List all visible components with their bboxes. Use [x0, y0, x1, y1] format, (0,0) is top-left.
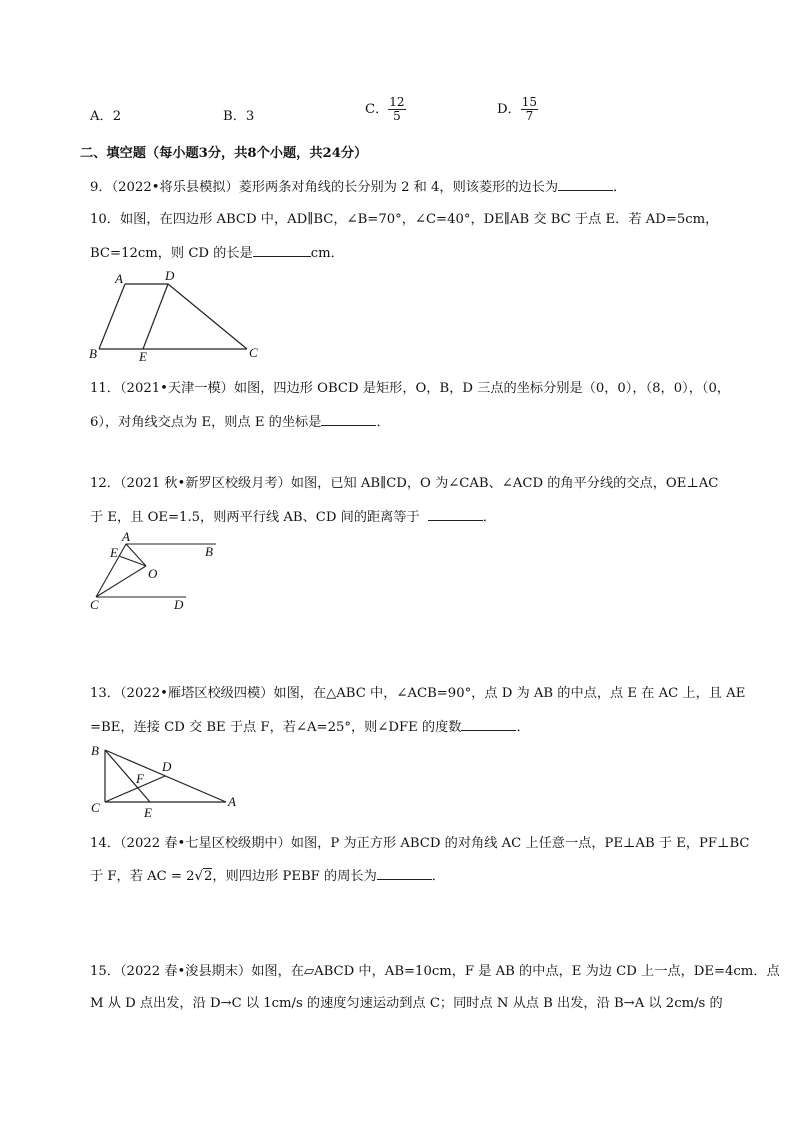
segment-dc	[168, 284, 247, 349]
option-d-fraction	[521, 96, 538, 123]
question-9	[90, 177, 626, 197]
question-10-line1: 10．如图，在四边形 ABCD 中，AD∥BC，∠B=70°，∠C=40°，DE∥AB 交 BC 于点 E．若 AD=5cm，	[90, 212, 719, 227]
q12-figure	[88, 530, 238, 610]
question-12-line2	[90, 507, 496, 527]
option-c	[365, 96, 406, 123]
option-c-denominator: 5	[393, 109, 401, 123]
question-13-line2	[90, 717, 530, 737]
question-14-line2	[90, 866, 445, 886]
section-heading: 二、填空题（每小题3分，共8个小题，共24分）	[80, 146, 368, 161]
label-a: A	[115, 271, 123, 286]
segment-de	[143, 284, 168, 349]
option-c-fraction	[388, 96, 405, 123]
answer-blank[interactable]	[253, 243, 311, 257]
segment-ab	[99, 284, 125, 349]
question-14-line1: 14．（2022 春•七星区校级期中）如图，P 为正方形 ABCD 的对角线 AC 上任意一点，PE⊥AB 于 E，PF⊥BC	[90, 836, 750, 851]
sqrt-symbol: √2	[194, 869, 213, 884]
q14-line2-text-b: ，则四边形 PEBF 的周长为	[212, 869, 377, 884]
label-c: C	[91, 800, 100, 815]
question-11-line1: 11．（2021•天津一模）如图，四边形 OBCD 是矩形，O，B，D 三点的坐标分别是（0，0），（8，0），（0，	[90, 381, 731, 396]
question-13-line1: 13．（2022•雁塔区校级四模）如图，在△ABC 中，∠ACB=90°，点 D 为 AB 的中点，点 E 在 AC 上，且 AE	[90, 686, 746, 701]
q14-end: ．	[431, 869, 445, 884]
option-c-prefix: C．	[365, 102, 389, 117]
label-d: D	[174, 597, 184, 612]
option-d-denominator: 7	[525, 109, 534, 123]
question-11-line2	[90, 412, 390, 432]
label-e: E	[139, 349, 147, 364]
label-d: D	[162, 759, 172, 774]
answer-blank[interactable]	[321, 412, 376, 426]
label-a: A	[228, 794, 236, 809]
q11-end: ．	[376, 415, 390, 430]
label-o: O	[148, 566, 158, 581]
q12-end: ．	[482, 510, 496, 525]
answer-blank[interactable]	[558, 177, 613, 191]
label-b: B	[91, 743, 99, 758]
label-c: C	[249, 345, 258, 360]
q13-line2-text: =BE，连接 CD 交 BE 于点 F，若∠A=25°，则∠DFE 的度数	[90, 720, 462, 735]
answer-blank[interactable]	[461, 717, 516, 731]
label-e: E	[110, 545, 118, 560]
q11-line2-text: 6），对角线交点为 E，则点 E 的坐标是	[90, 415, 322, 430]
label-b: B	[205, 544, 213, 559]
option-d	[497, 96, 538, 123]
option-a: A．2	[90, 109, 122, 124]
label-e: E	[144, 805, 152, 820]
q12-line2-text: 于 E，且 OE=1.5，则两平行线 AB、CD 间的距离等于	[90, 510, 420, 525]
q10-unit: cm．	[310, 246, 344, 261]
option-d-prefix: D．	[497, 102, 521, 117]
question-15-line1: 15．（2022 春•浚县期末）如图，在▱ABCD 中，AB=10cm，F 是 AB 的中点，E 为边 CD 上一点，DE=4cm．点	[90, 964, 780, 979]
label-c: C	[90, 597, 99, 612]
q9-end: ．	[613, 180, 627, 195]
q10-line2-text: BC=12cm，则 CD 的长是	[90, 246, 253, 261]
label-f: F	[136, 771, 144, 786]
option-c-numerator: 12	[389, 95, 405, 109]
q14-line2-text: 于 F，若 AC = 2	[90, 869, 195, 884]
question-15-line2: M 从 D 点出发，沿 D→C 以 1cm/s 的速度匀速运动到点 C；同时点 N 从点 B 出发，沿 B→A 以 2cm/s 的	[90, 996, 723, 1011]
sqrt-radicand: 2	[203, 869, 213, 884]
q9-text: 9．（2022•将乐县模拟）菱形两条对角线的长分别为 2 和 4，则该菱形的边长为	[90, 180, 559, 195]
label-b: B	[89, 346, 97, 361]
option-b: B．3	[223, 109, 255, 124]
label-a: A	[122, 529, 130, 544]
question-10-line2	[90, 243, 344, 263]
answer-blank[interactable]	[377, 866, 432, 880]
q13-end: ．	[516, 720, 530, 735]
segment-cd	[105, 776, 165, 802]
question-12-line1: 12．（2021 秋•新罗区校级月考）如图，已知 AB∥CD，O 为∠CAB、∠ACD 的角平分线的交点，OE⊥AC	[90, 476, 719, 491]
answer-blank[interactable]	[428, 507, 483, 521]
segment-co	[96, 566, 146, 597]
q13-figure	[88, 740, 258, 820]
label-d: D	[165, 268, 175, 283]
option-d-numerator: 15	[521, 95, 538, 109]
q10-figure	[85, 268, 285, 368]
